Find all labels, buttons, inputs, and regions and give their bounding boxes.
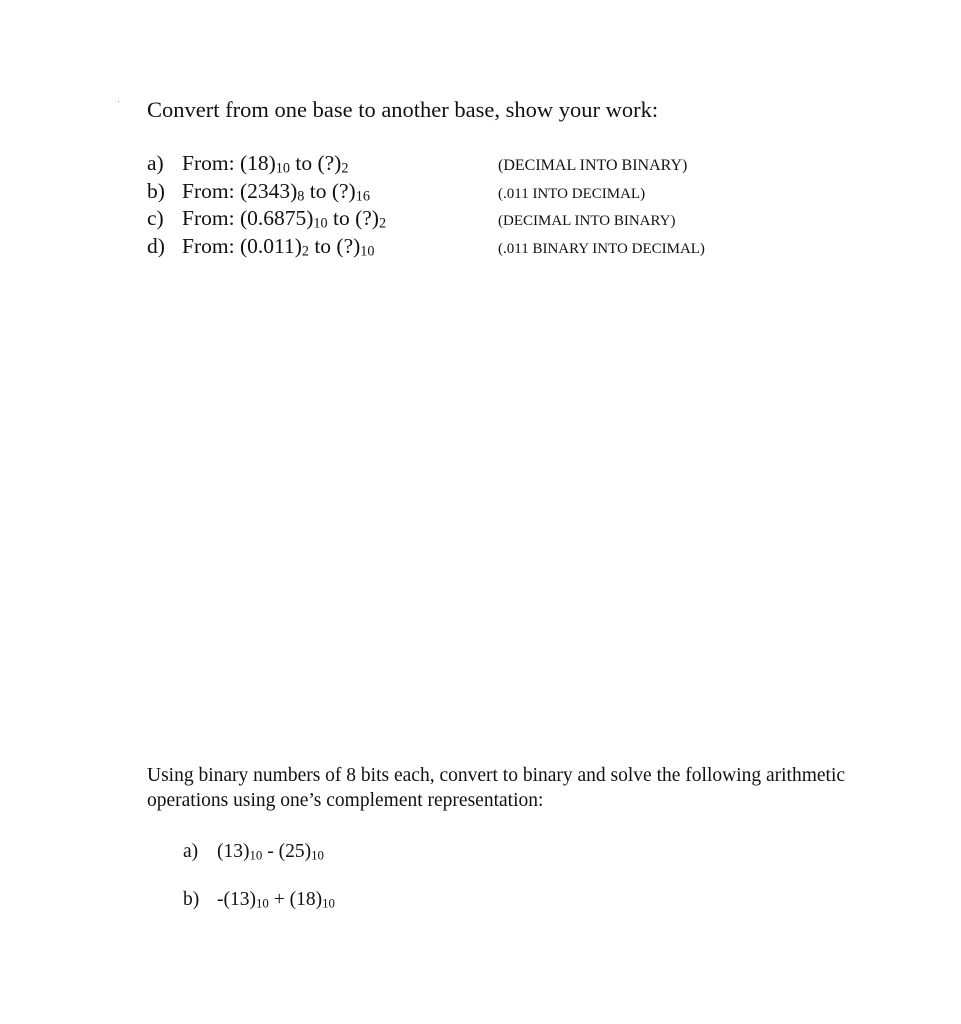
- item-number: 2343: [247, 179, 291, 203]
- operator: -: [262, 841, 279, 862]
- item-prefix: From: (: [182, 206, 248, 230]
- item-number: 18: [247, 151, 269, 175]
- item-label: a): [147, 151, 164, 175]
- to-base: 10: [360, 243, 375, 260]
- conversion-item-b: b) From: $(2343)_8$ to $(?)_{16}$: [147, 179, 370, 205]
- conversion-hint-b: (.011 INTO DECIMAL): [498, 186, 646, 202]
- operator: +: [268, 889, 290, 910]
- left-operand: (13): [217, 841, 250, 862]
- item-label: c): [147, 206, 164, 230]
- from-base: 8: [297, 188, 305, 205]
- item-middle: to (?): [308, 234, 361, 258]
- conversion-item-d: d) From: $(0.011)_2$ to $(?)_{10}$: [147, 234, 375, 260]
- arithmetic-intro: Using binary numbers of 8 bits each, convert to binary and solve the following arithmetic operations using one’s complement representation:: [147, 765, 846, 811]
- item-label: b): [147, 179, 165, 203]
- item-middle: to (?): [304, 179, 356, 203]
- to-base: 2: [341, 160, 349, 177]
- conversion-hint-c: (DECIMAL INTO BINARY): [498, 213, 676, 229]
- left-operand: -(13): [217, 889, 256, 910]
- conversion-hint-d: (.011 BINARY INTO DECIMAL): [498, 241, 705, 257]
- conversion-heading: Convert from one base to another base, show your work:: [147, 97, 659, 122]
- item-middle: to (?): [327, 206, 379, 230]
- item-number: 0.6875: [247, 206, 307, 230]
- item-prefix: From: (: [182, 151, 248, 175]
- from-base: 10: [313, 215, 328, 232]
- arithmetic-item-b: [183, 889, 335, 911]
- right-base: 10: [322, 896, 335, 911]
- right-base: 10: [311, 848, 324, 863]
- item-prefix: From: (: [182, 179, 248, 203]
- item-prefix: From: (: [182, 234, 248, 258]
- left-base: 10: [255, 896, 269, 911]
- conversion-item-a: a) From: $(18)_{10}$ to $(?)_2$: [147, 151, 349, 177]
- right-operand: (18): [289, 889, 323, 910]
- stray-mark: [118, 101, 119, 102]
- right-operand: (25): [278, 841, 312, 862]
- conversion-item-c: c) From: $(0.6875)_{10}$ to $(?)_2$: [147, 206, 387, 232]
- item-label: b): [183, 889, 200, 910]
- item-label: a): [183, 841, 199, 862]
- item-label: d): [147, 234, 165, 258]
- to-base: 2: [378, 215, 387, 232]
- conversion-hint-a: (DECIMAL INTO BINARY): [498, 157, 688, 174]
- from-base: 2: [301, 243, 309, 260]
- item-number: 0.011: [247, 234, 295, 258]
- left-base: 10: [249, 848, 263, 863]
- arithmetic-item-a: [183, 841, 324, 863]
- from-base: 10: [275, 160, 290, 177]
- item-middle: to (?): [289, 151, 342, 175]
- to-base: 16: [355, 188, 370, 205]
